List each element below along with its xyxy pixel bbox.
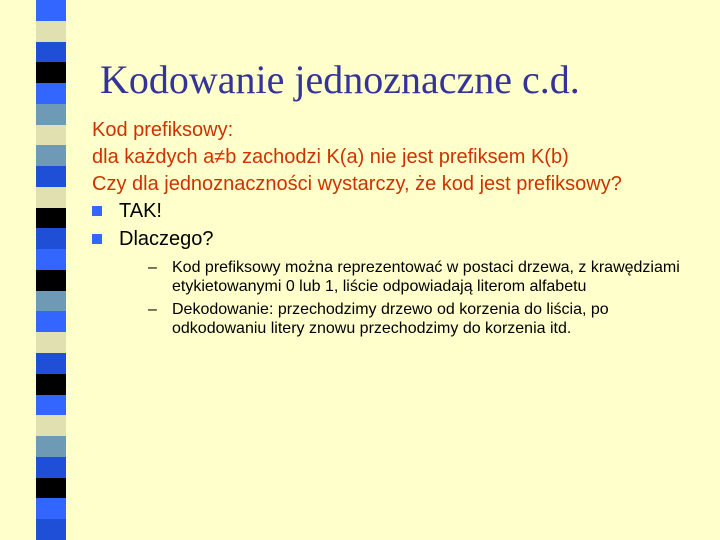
- stripe-segment: [36, 62, 66, 83]
- stripe-segment: [36, 187, 66, 208]
- sub-item-tree: [148, 259, 702, 296]
- sub-item-text: Kod prefiksowy można reprezentować w postaci drzewa, z krawędziami etykietowanymi 0 lub 1, liście odpowiadają literom alfabetu: [172, 259, 680, 295]
- stripe-segment: [36, 498, 66, 519]
- stripe-segment: [36, 145, 66, 166]
- stripe-segment: [36, 291, 66, 312]
- stripe-segment: [36, 415, 66, 436]
- dash-bullet-icon: –: [148, 259, 157, 276]
- text-line-prefix-code: Kod prefiksowy:: [92, 119, 234, 141]
- stripe-segment: [36, 166, 66, 187]
- stripe-segment: [36, 125, 66, 146]
- stripe-segment: [36, 436, 66, 457]
- square-bullet-icon: [92, 206, 102, 216]
- decorative-stripe-bar: [36, 0, 66, 540]
- stripe-segment: [36, 395, 66, 416]
- stripe-segment: [36, 270, 66, 291]
- stripe-segment: [36, 104, 66, 125]
- stripe-segment: [36, 311, 66, 332]
- slide-body: [92, 118, 702, 344]
- stripe-segment: [36, 353, 66, 374]
- slide-title: Kodowanie jednoznaczne c.d.: [100, 57, 580, 102]
- bullet-label: Dlaczego?: [119, 228, 214, 250]
- stripe-segment: [36, 42, 66, 63]
- stripe-segment: [36, 228, 66, 249]
- sub-list: [92, 259, 702, 339]
- dash-bullet-icon: –: [148, 301, 157, 319]
- stripe-segment: [36, 457, 66, 478]
- square-bullet-icon: [92, 234, 102, 244]
- sub-item-text: Dekodowanie: przechodzimy drzewo od korzenia do liścia, po odkodowaniu litery znowu przechodzimy do korzenia itd.: [172, 301, 609, 338]
- bullet-item-why: [92, 227, 702, 251]
- bullet-label: TAK!: [119, 200, 162, 222]
- sub-item-decoding: [148, 301, 702, 338]
- stripe-segment: [36, 519, 66, 540]
- stripe-segment: [36, 374, 66, 395]
- stripe-segment: [36, 21, 66, 42]
- stripe-segment: [36, 0, 66, 21]
- stripe-segment: [36, 478, 66, 499]
- text-line-question: Czy dla jednoznaczności wystarczy, że kod jest prefiksowy?: [92, 173, 622, 195]
- text-line-definition: dla każdych a≠b zachodzi K(a) nie jest prefiksem K(b): [92, 146, 569, 168]
- stripe-segment: [36, 83, 66, 104]
- stripe-segment: [36, 332, 66, 353]
- bullet-item-yes: [92, 199, 702, 223]
- stripe-segment: [36, 249, 66, 270]
- stripe-segment: [36, 208, 66, 229]
